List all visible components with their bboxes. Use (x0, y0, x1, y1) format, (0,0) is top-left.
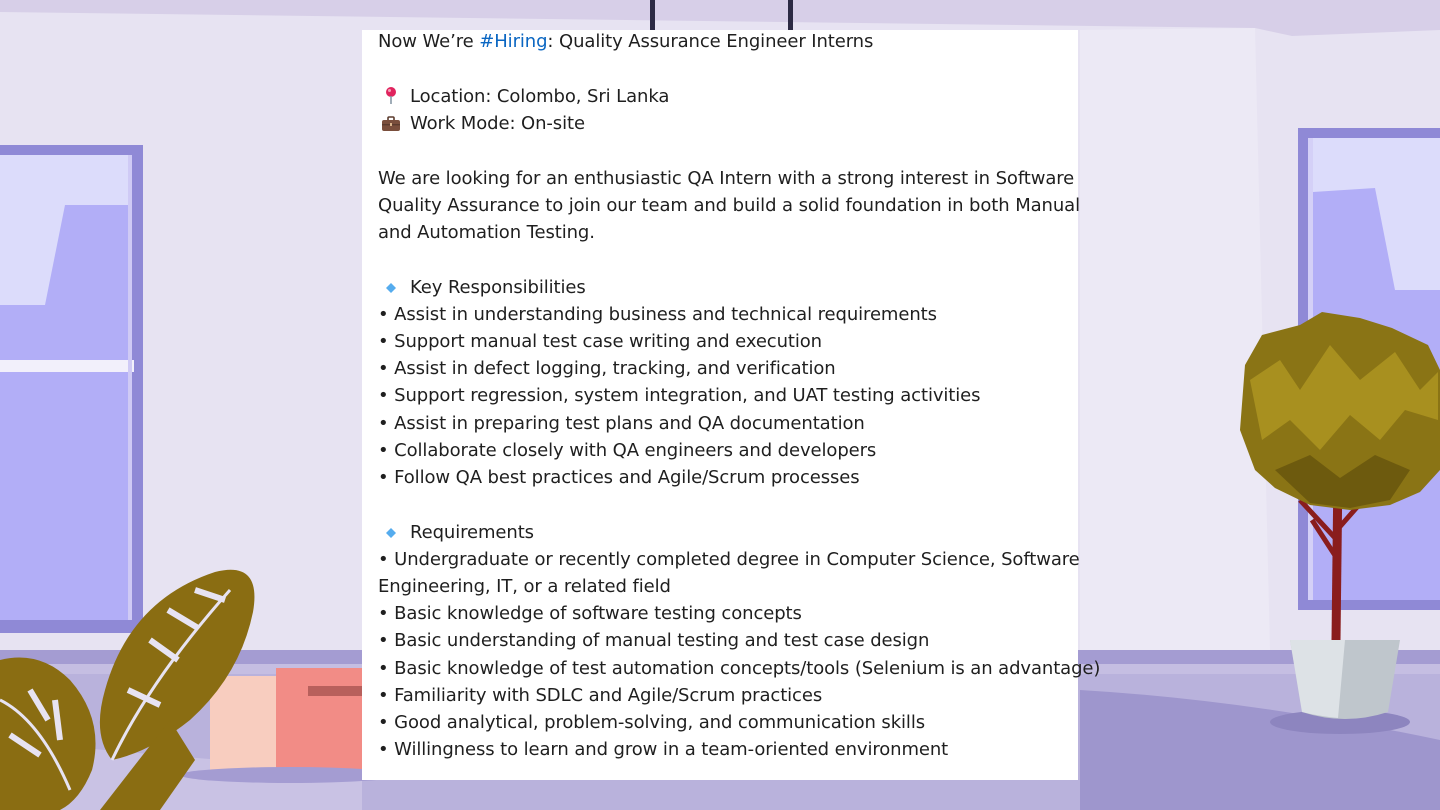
responsibility-item: • Collaborate closely with QA engineers and developers (378, 440, 877, 461)
requirement-item: • Willingness to learn and grow in a team-oriented environment (378, 739, 949, 760)
responsibility-item: • Support regression, system integration, and UAT testing activities (378, 385, 981, 406)
headline-suffix: : Quality Assurance Engineer Interns (547, 31, 874, 52)
responsibility-item: • Follow QA best practices and Agile/Scrum processes (378, 467, 860, 488)
small-blue-diamond-icon (381, 523, 401, 543)
responsibility-item: • Assist in defect logging, tracking, and verification (378, 358, 836, 379)
requirement-item: Engineering, IT, or a related field (378, 576, 671, 597)
requirement-item: • Basic knowledge of test automation concepts/tools (Selenium is an advantage) (378, 658, 1101, 679)
responsibilities-heading: Key Responsibilities (410, 277, 586, 298)
hiring-hashtag[interactable]: #Hiring (479, 31, 548, 52)
small-blue-diamond-icon (381, 278, 401, 298)
responsibility-item: • Assist in understanding business and technical requirements (378, 304, 937, 325)
responsibility-item: • Support manual test case writing and execution (378, 331, 822, 352)
description-line: Quality Assurance to join our team and build a solid foundation in both Manual (378, 195, 1080, 216)
requirement-item: • Basic understanding of manual testing and test case design (378, 630, 930, 651)
location-text: Location: Colombo, Sri Lanka (410, 86, 670, 107)
job-post-card (362, 30, 1101, 780)
requirement-item: • Undergraduate or recently completed degree in Computer Science, Software (378, 549, 1080, 570)
work-mode-text: Work Mode: On-site (410, 113, 585, 134)
headline-prefix: Now We’re (378, 31, 480, 52)
post-headline (378, 32, 873, 52)
description-line: We are looking for an enthusiastic QA Intern with a strong interest in Software (378, 168, 1075, 189)
left-window (0, 145, 143, 633)
briefcase-icon (381, 114, 401, 134)
responsibility-item: • Assist in preparing test plans and QA documentation (378, 413, 865, 434)
round-pushpin-icon (381, 86, 401, 106)
requirement-item: • Basic knowledge of software testing concepts (378, 603, 802, 624)
requirement-item: • Good analytical, problem-solving, and communication skills (378, 712, 925, 733)
description-line: and Automation Testing. (378, 222, 595, 243)
requirement-item: • Familiarity with SDLC and Agile/Scrum practices (378, 685, 823, 706)
requirements-heading: Requirements (410, 522, 534, 543)
